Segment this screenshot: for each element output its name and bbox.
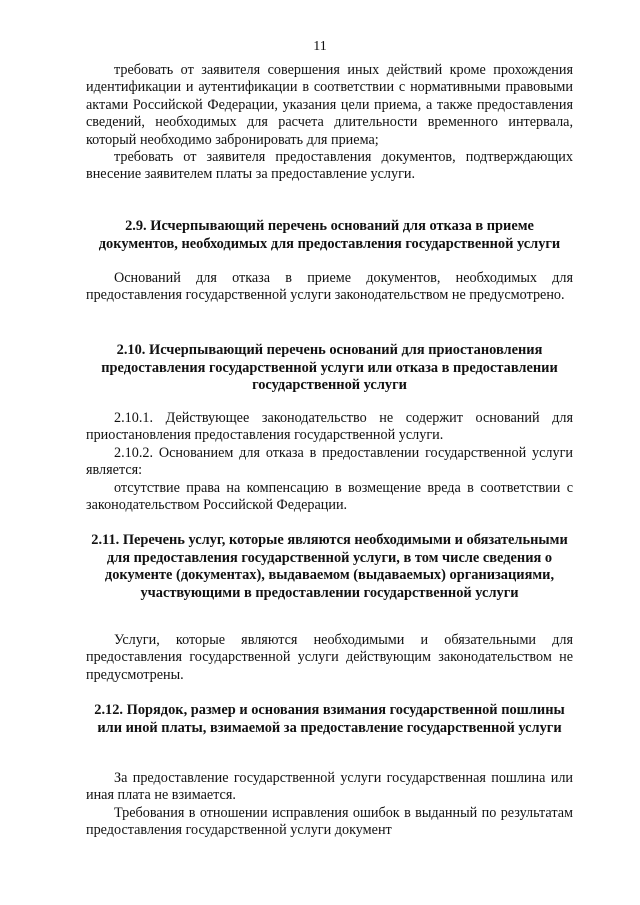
section-2-10-body <box>86 410 573 514</box>
paragraph: требовать от заявителя совершения иных действий кроме прохождения идентификации и аутентификации в соответствии с нормативными правовыми актами Российской Федерации, указания цели приема, а также предоставления сведений, необходимых для расчета длительности временного интервала, который необходимо забронировать для приема; <box>86 62 573 148</box>
section-2-9-heading <box>86 218 573 253</box>
section-heading: 2.9. Исчерпывающий перечень оснований для отказа в приеме документов, необходимых для предоставления государственной услуги <box>98 218 561 252</box>
section-heading: 2.10. Исчерпывающий перечень оснований для приостановления предоставления государственной услуги или отказа в предоставлении государственной услуги <box>101 342 558 394</box>
section-2-11-heading <box>86 532 573 602</box>
section-2-9-body <box>86 270 573 305</box>
paragraph: 2.10.1. Действующее законодательство не содержит оснований для приостановления предоставления государственной услуги. <box>86 410 573 444</box>
section-heading: 2.12. Порядок, размер и основания взимания государственной пошлины или иной платы, взимаемой за предоставление государственной услуги <box>94 702 565 736</box>
paragraph: Требования в отношении исправления ошибок в выданный по результатам предоставления государственной услуги документ <box>86 804 573 839</box>
section-2-11-body <box>86 632 573 684</box>
section-2-12-body <box>86 770 573 840</box>
section-2-10-heading <box>86 342 573 395</box>
paragraph: За предоставление государственной услуги государственная пошлина или иная плата не взимается. <box>86 770 573 804</box>
paragraph: 2.10.2. Основанием для отказа в предоставлении государственной услуги является: <box>86 444 573 479</box>
section-heading: 2.11. Перечень услуг, которые являются необходимыми и обязательными для предоставления государственной услуги, в том числе сведения о документе (документах), выдаваемом (выдаваемых) организациями, участвующими в предоставлении государственной услуги <box>91 532 568 601</box>
page-number: 11 <box>313 39 327 54</box>
section-2-12-heading <box>86 702 573 737</box>
paragraph: Услуги, которые являются необходимыми и обязательными для предоставления государственной услуги действующим законодательством не предусмотрены. <box>86 632 573 683</box>
paragraph: Оснований для отказа в приеме документов, необходимых для предоставления государственной услуги законодательством не предусмотрено. <box>86 270 573 304</box>
paragraph: требовать от заявителя предоставления документов, подтверждающих внесение заявителем платы за предоставление услуги. <box>86 149 573 183</box>
intro-block <box>86 62 573 184</box>
paragraph: отсутствие права на компенсацию в возмещение вреда в соответствии с законодательством Российской Федерации. <box>86 479 573 514</box>
